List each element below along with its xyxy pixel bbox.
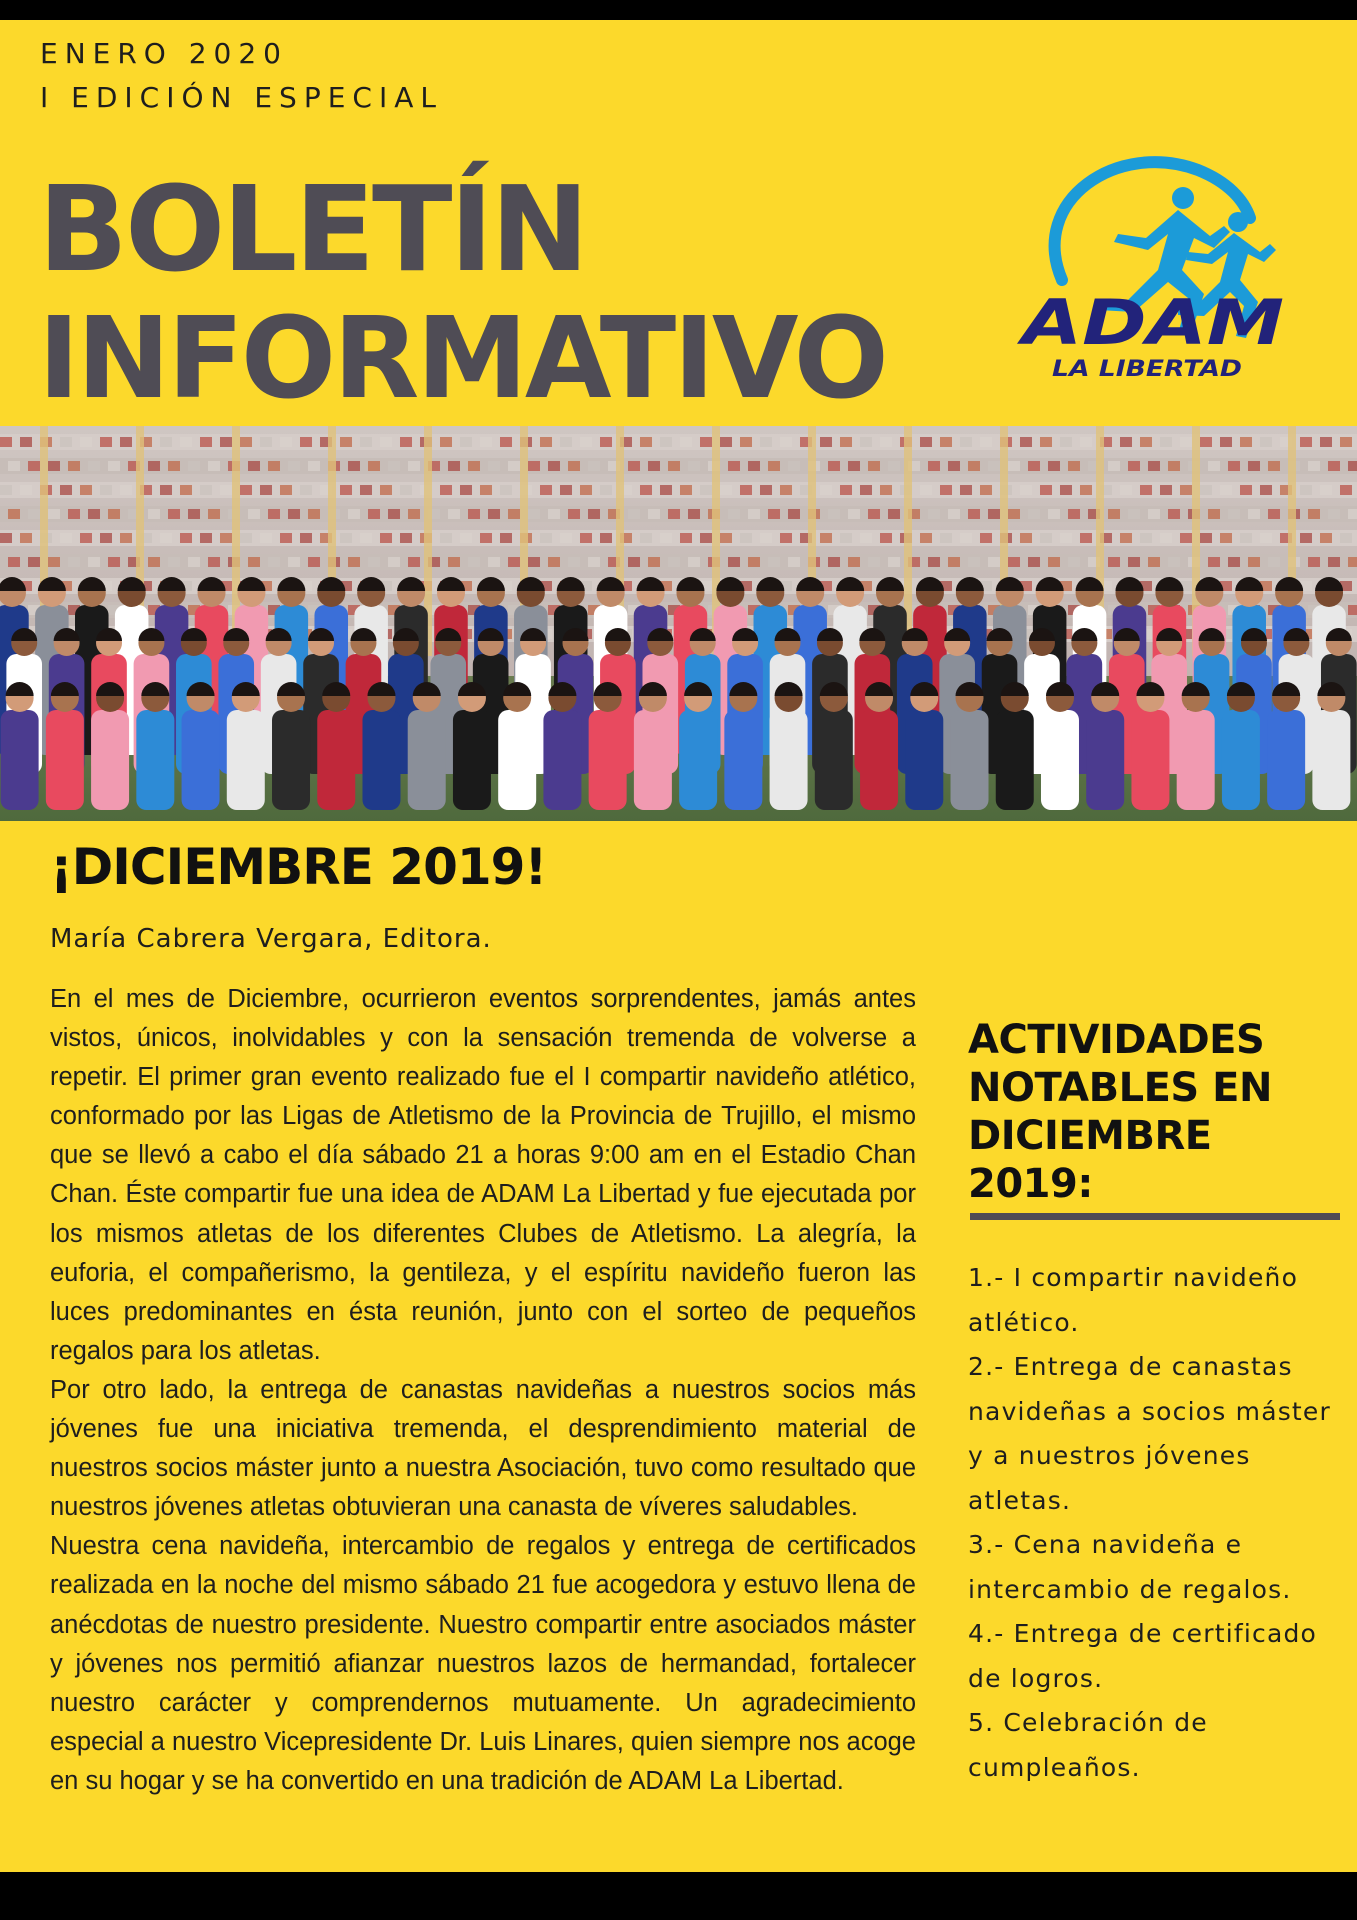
list-item: 2.- Entrega de canastas navideñas a socios máster y a nuestros jóvenes atletas. [968, 1352, 1331, 1515]
list-item: 5. Celebración de cumpleaños. [968, 1708, 1208, 1782]
newsletter-page [0, 20, 1357, 1872]
logo-subtitle: LA LIBERTAD [1052, 357, 1242, 382]
logo-wordmark: ADAM [1015, 286, 1284, 359]
list-item: 4.- Entrega de certificado de logros. [968, 1619, 1318, 1693]
adam-logo [1008, 130, 1298, 390]
article-body [50, 980, 916, 1801]
article-paragraph: Nuestra cena navideña, intercambio de regalos y entrega de certificados realizada en la noche del mismo sábado 21 fue acogedora y estuvo llena de anécdotas de nuestro presidente. Nuestro compartir entre asociados máster y jóvenes nos permitió afianzar nuestros lazos de hermandad, fortalecer nuestro carácter y comprendernos mutuamente. Un agradecimiento especial a nuestro Vicepresidente Dr. Luis Linares, quien siempre nos acoge en su hogar y se ha convertido en una tradición de ADAM La Libertad. [50, 1532, 916, 1795]
issue-date: ENERO 2020 [40, 37, 288, 70]
article-paragraph: En el mes de Diciembre, ocurrieron eventos sorprendentes, jamás antes vistos, únicos, inolvidables y con la sensación tremenda de volverse a repetir. El primer gran evento realizado fue el I compartir navideño atlético, conformado por las Ligas de Atletismo de la Provincia de Trujillo, el mismo que se llevó a cabo el día sábado 21 a horas 9:00 am en el Estadio Chan Chan. Éste compartir fue una idea de ADAM La Libertad y fue ejecutada por los mismos atletas de los diferentes Clubes de Atletismo. La alegría, la euforia, el compañerismo, la gentileza, y el espíritu navideño fueron las luces predominantes en ésta reunión, junto con el sorteo de pequeños regalos para los atletas. [50, 985, 916, 1365]
article-headline: ¡DICIEMBRE 2019! [50, 838, 547, 896]
list-item: 3.- Cena navideña e intercambio de regalos. [968, 1530, 1292, 1604]
article-paragraph: Por otro lado, la entrega de canastas navideñas a nuestros socios más jóvenes fue una iniciativa tremenda, el desprendimiento material de nuestros socios máster junto a nuestra Asociación, tuvo como resultado que nuestros jóvenes atletas obtuvieran una canasta de víveres saludables. [50, 1375, 916, 1522]
group-photo [0, 426, 1357, 821]
group-photo-image [0, 426, 1357, 821]
runners-icon [1008, 130, 1298, 390]
list-item: 1.- I compartir navideño atlético. [968, 1263, 1299, 1337]
sidebar-title: ACTIVIDADES NOTABLES EN DICIEMBRE 2019: [968, 1017, 1272, 1207]
activities-list [968, 1256, 1348, 1790]
newsletter-title-line2: INFORMATIVO [38, 294, 886, 424]
article-byline: María Cabrera Vergara, Editora. [50, 924, 492, 954]
newsletter-title-line1: BOLETÍN [38, 160, 587, 298]
sidebar-divider [970, 1213, 1340, 1220]
edition-label: I EDICIÓN ESPECIAL [40, 81, 443, 114]
